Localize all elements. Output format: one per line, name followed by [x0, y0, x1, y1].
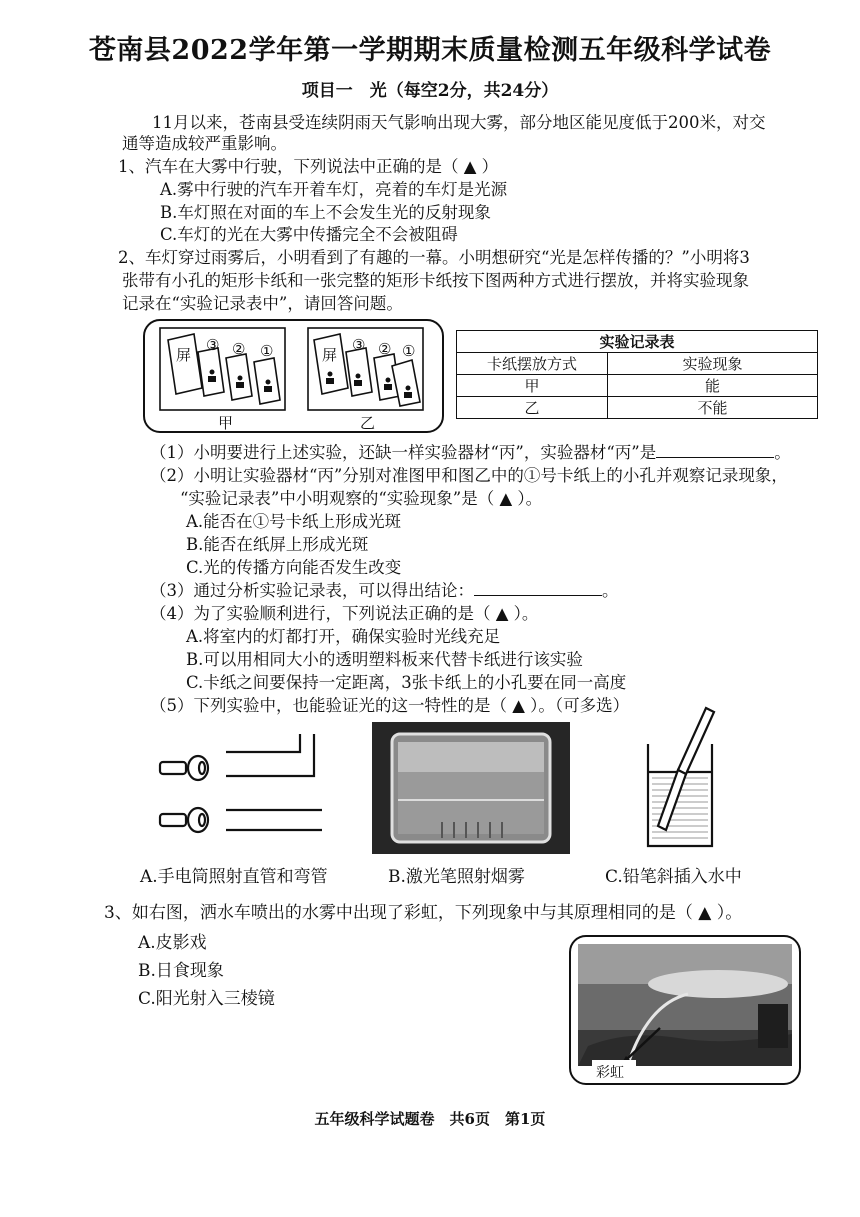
q2-sub2-option-c: C.光的传播方向能否发生改变 [186, 558, 402, 577]
q2-sub3-text: （3）通过分析实验记录表，可以得出结论： [150, 581, 474, 600]
table-header: 实验现象 [608, 353, 818, 375]
q2-sub5: （5）下列实验中，也能验证光的这一特性的是（ ▲ ）。（可多选） [150, 696, 630, 715]
pencil-in-water-figure [640, 706, 730, 852]
table-cell: 能 [608, 375, 818, 397]
section-heading: 项目一 光（每空2分，共24分） [301, 81, 559, 101]
q2-sub4-option-a: A.将室内的灯都打开，确保实验时光线充足 [186, 627, 501, 646]
pinhole-figure [142, 318, 445, 434]
table-row [457, 375, 818, 397]
q2-sub1 [150, 442, 791, 464]
figure-caption-c: C.铅笔斜插入水中 [605, 867, 742, 887]
screen-label-b: 屏 [322, 346, 338, 364]
experiment-record-table [456, 330, 818, 419]
flashlight-tubes-figure [150, 730, 330, 850]
card-label-b-1: ① [402, 342, 416, 360]
page-footer: 五年级科学试题卷 共6页 第1页 [314, 1110, 546, 1128]
table-header: 卡纸摆放方式 [457, 353, 608, 375]
intro-line-1: 11月以来，苍南县受连续阴雨天气影响出现大雾，部分地区能见度低于200米，对交 [152, 113, 766, 132]
page-title: 苍南县2022学年第一学期期末质量检测五年级科学试卷 [88, 35, 772, 66]
q2-stem-line-3: 记录在“实验记录表中”，请回答问题。 [122, 294, 403, 313]
intro-line-2: 通等造成较严重影响。 [122, 134, 287, 153]
q3-option-b: B.日食现象 [138, 961, 224, 981]
q2-sub1-text: （1）小明要进行上述实验，还缺一样实验器材“丙”，实验器材“丙”是 [150, 443, 657, 462]
group-label-a: 甲 [218, 414, 234, 432]
q1-option-c: C.车灯的光在大雾中传播完全不会被阻碍 [160, 225, 458, 244]
rainbow-label: 彩虹 [596, 1065, 624, 1081]
q3-stem: 3、如右图，洒水车喷出的水雾中出现了彩虹，下列现象中与其原理相同的是（ ▲ ）。 [104, 903, 743, 923]
table-title: 实验记录表 [457, 331, 818, 353]
q2-sub2-option-b: B.能否在纸屏上形成光斑 [186, 535, 369, 554]
q2-sub2-line-2: “实验记录表”中小明观察的“实验现象”是（ ▲ ）。 [180, 489, 543, 508]
figure-caption-a: A.手电筒照射直管和弯管 [140, 867, 328, 887]
q2-stem-line-2: 张带有小孔的矩形卡纸和一张完整的矩形卡纸按下图两种方式进行摆放，并将实验现象 [122, 271, 749, 290]
q1-option-b: B.车灯照在对面的车上不会发生光的反射现象 [160, 203, 491, 222]
table-row [457, 397, 818, 419]
card-label-a-3: ③ [206, 336, 220, 354]
q1-stem: 1、汽车在大雾中行驶，下列说法中正确的是（ ▲ ） [118, 157, 499, 176]
q2-sub4-option-c: C.卡纸之间要保持一定距离，3张卡纸上的小孔要在同一高度 [186, 673, 627, 692]
q3-option-a: A.皮影戏 [138, 933, 207, 953]
card-label-b-3: ③ [352, 336, 366, 354]
card-label-a-2: ② [232, 340, 246, 358]
screen-label-a: 屏 [176, 346, 192, 364]
q2-sub1-end: 。 [774, 443, 791, 462]
rainbow-truck-photo [568, 934, 802, 1086]
q2-sub3-end: 。 [602, 581, 619, 600]
q3-option-c: C.阳光射入三棱镜 [138, 989, 275, 1009]
q2-sub4-option-b: B.可以用相同大小的透明塑料板来代替卡纸进行该实验 [186, 650, 583, 669]
q2-sub2-line-1: （2）小明让实验器材“丙”分别对准图甲和图乙中的①号卡纸上的小孔并观察记录现象， [150, 466, 788, 485]
card-label-b-2: ② [378, 340, 392, 358]
table-cell: 不能 [608, 397, 818, 419]
q2-sub2-option-a: A.能否在①号卡纸上形成光斑 [186, 512, 402, 531]
table-cell: 甲 [457, 375, 608, 397]
answer-blank[interactable] [656, 443, 774, 458]
q1-option-a: A.雾中行驶的汽车开着车灯，亮着的车灯是光源 [160, 180, 508, 199]
answer-blank[interactable] [474, 581, 602, 596]
q2-stem-line-1: 2、车灯穿过雨雾后，小明看到了有趣的一幕。小明想研究“光是怎样传播的？”小明将3 [118, 248, 750, 267]
q2-sub4: （4）为了实验顺利进行，下列说法正确的是（ ▲ ）。 [150, 604, 539, 623]
figure-caption-b: B.激光笔照射烟雾 [388, 867, 525, 887]
table-cell: 乙 [457, 397, 608, 419]
card-label-a-1: ① [260, 342, 274, 360]
group-label-b: 乙 [360, 414, 376, 432]
q2-sub3 [150, 580, 619, 602]
laser-smoke-photo [372, 722, 570, 854]
